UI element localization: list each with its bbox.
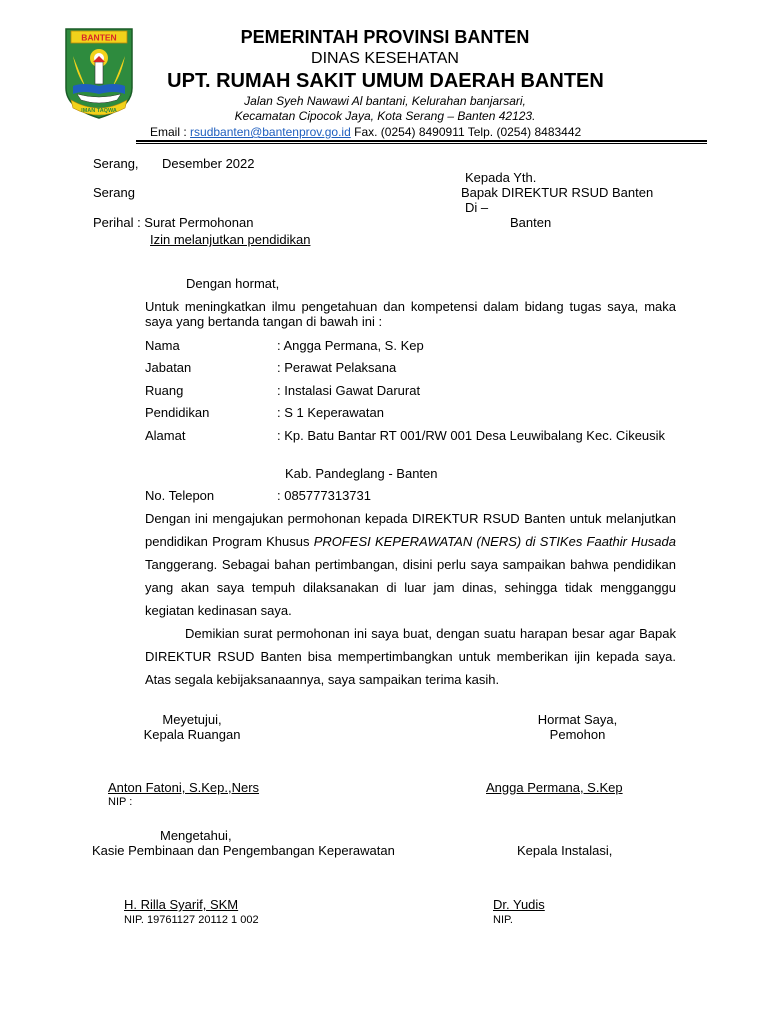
know-nip: NIP. 19761127 20112 1 002: [124, 914, 259, 926]
know-role: Kasie Pembinaan dan Pengembangan Keperawatan: [92, 843, 395, 858]
recipient-label: Kepada Yth.: [465, 170, 537, 185]
email-label: Email :: [150, 125, 187, 139]
header-hospital: UPT. RUMAH SAKIT UMUM DAERAH BANTEN: [167, 70, 604, 92]
approve-name: Anton Fatoni, S.Kep.,Ners: [108, 780, 260, 795]
header-department: DINAS KESEHATAN: [311, 50, 459, 67]
recipient-place: Banten: [510, 215, 552, 230]
know-name: H. Rilla Syarif, SKM: [124, 897, 239, 912]
closing-paragraph: Demikian surat permohonan ini saya buat, dengan suatu harapan besar agar Bapak DIREKTUR RSUD Banten bisa mempertimbangkan untuk memberikan ijin kepada saya. Atas segala kebijaksanaannya, saya sampaikan terima kasih.: [145, 626, 676, 687]
program-name: PROFESI KEPERAWATAN (NERS) di STIKes Faathir Husada: [313, 534, 676, 549]
field-value-alamat-2: Kab. Pandeglang - Banten: [285, 466, 438, 481]
respect-label: Hormat Saya,: [537, 712, 618, 727]
header-rule-thick: [136, 140, 707, 142]
field-label-pendidikan: Pendidikan: [145, 405, 210, 420]
logo-top-text: BANTEN: [81, 32, 117, 43]
subject-detail: Izin melanjutkan pendidikan: [150, 232, 311, 247]
field-label-nama: Nama: [145, 338, 180, 353]
know-label: Mengetahui,: [160, 828, 232, 843]
place-city: Serang,: [93, 156, 139, 171]
letter-date: Desember 2022: [162, 156, 255, 171]
banten-province-logo: [63, 26, 135, 120]
header-contact-line: [150, 125, 581, 139]
contact-numbers: Fax. (0254) 8490911 Telp. (0254) 8483442: [354, 125, 582, 139]
respect-role: Pemohon: [549, 727, 606, 742]
greeting: Dengan hormat,: [186, 276, 280, 291]
field-label-jabatan: Jabatan: [145, 360, 192, 375]
subject-label: Perihal : Surat Permohonan: [93, 215, 254, 230]
header-address-2: Kecamatan Cipocok Jaya, Kota Serang – Banten 42123.: [234, 109, 536, 123]
header-government: PEMERINTAH PROVINSI BANTEN: [240, 27, 530, 47]
request-paragraph: [145, 507, 676, 622]
field-label-ruang: Ruang: [145, 383, 184, 398]
sender-city: Serang: [93, 185, 135, 200]
field-value-telepon: : 085777313731: [277, 488, 371, 503]
header-address-1: Jalan Syeh Nawawi Al bantani, Kelurahan banjarsari,: [244, 94, 526, 108]
field-value-alamat: : Kp. Batu Bantar RT 001/RW 001 Desa Leuwibalang Kec. Cikeusik: [277, 428, 666, 443]
head-name: Dr. Yudis: [493, 897, 545, 912]
header-rule-thin: [136, 143, 707, 144]
head-role: Kepala Instalasi,: [517, 843, 613, 858]
field-label-alamat: Alamat: [145, 428, 186, 443]
recipient-di: Di –: [465, 200, 489, 215]
approve-role: Kepala Ruangan: [143, 727, 241, 742]
field-value-pendidikan: : S 1 Keperawatan: [277, 405, 384, 420]
logo-bottom-text: IMAN TAQWA: [81, 108, 117, 114]
intro-paragraph: Untuk meningkatkan ilmu pengetahuan dan kompetensi dalam bidang tugas saya, maka saya yang bertanda tangan di bawah ini :: [145, 299, 676, 329]
field-value-jabatan: : Perawat Pelaksana: [277, 360, 397, 375]
field-label-telepon: No. Telepon: [145, 488, 215, 503]
approve-nip: NIP :: [108, 796, 133, 808]
approve-label: Meyetujui,: [162, 712, 222, 727]
request-text-b: Tanggerang. Sebagai bahan pertimbangan, disini perlu saya sampaikan bahwa pendidikan yang akan saya tempuh dilaksanakan di luar jam dinas, sehingga tidak mengganggu kegiatan kedinasan saya.: [145, 557, 676, 618]
respect-name: Angga Permana, S.Kep: [486, 780, 623, 795]
email-link[interactable]: rsudbanten@bantenprov.go.id: [190, 125, 351, 139]
head-nip: NIP.: [493, 914, 513, 926]
recipient-name: Bapak DIREKTUR RSUD Banten: [461, 185, 654, 200]
request-text-a: Dengan ini mengajukan permohonan kepada DIREKTUR RSUD Banten untuk melanjutkan pendidikan Program Khusus: [145, 511, 676, 549]
field-value-ruang: : Instalasi Gawat Darurat: [277, 383, 421, 398]
field-value-nama: : Angga Permana, S. Kep: [277, 338, 424, 353]
